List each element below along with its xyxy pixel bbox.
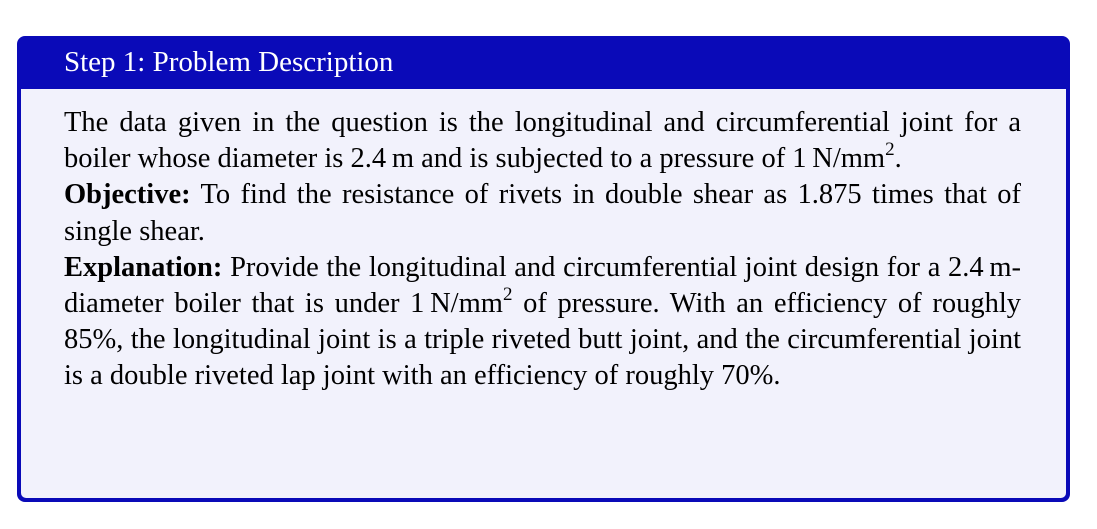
explanation-text: Provide the longitudinal and circumferential joint design for a 2.4 m-diameter boiler that is under 1 N/mm bbox=[64, 251, 1022, 320]
intro-superscript: 2 bbox=[885, 138, 895, 160]
step-card-header bbox=[17, 36, 1070, 89]
step-card-body bbox=[21, 89, 1066, 498]
explanation-text-end: of pressure. With an efficiency of roughly 85%, the longitudinal joint is a triple riveted butt joint, and the circumferential joint is a double riveted lap joint with an efficiency of roughly 70%. bbox=[64, 288, 1021, 392]
explanation-label: Explanation: bbox=[64, 251, 223, 283]
explanation-superscript: 2 bbox=[502, 283, 513, 305]
intro-paragraph bbox=[64, 105, 1021, 177]
step-title: Step 1: Problem Description bbox=[64, 46, 394, 78]
intro-text: The data given in the question is the longitudinal and circumferential joint for a boiler whose diameter is 2.4 m and is subjected to a pressure of 1 N/mm bbox=[64, 107, 1021, 175]
objective-label: Objective: bbox=[64, 179, 191, 211]
step-card bbox=[17, 36, 1070, 502]
objective-text: To find the resistance of rivets in double shear as 1.875 times that of single shear. bbox=[64, 179, 1021, 247]
intro-text-end: . bbox=[894, 143, 902, 175]
explanation-paragraph bbox=[64, 250, 1021, 395]
objective-paragraph bbox=[64, 177, 1021, 249]
